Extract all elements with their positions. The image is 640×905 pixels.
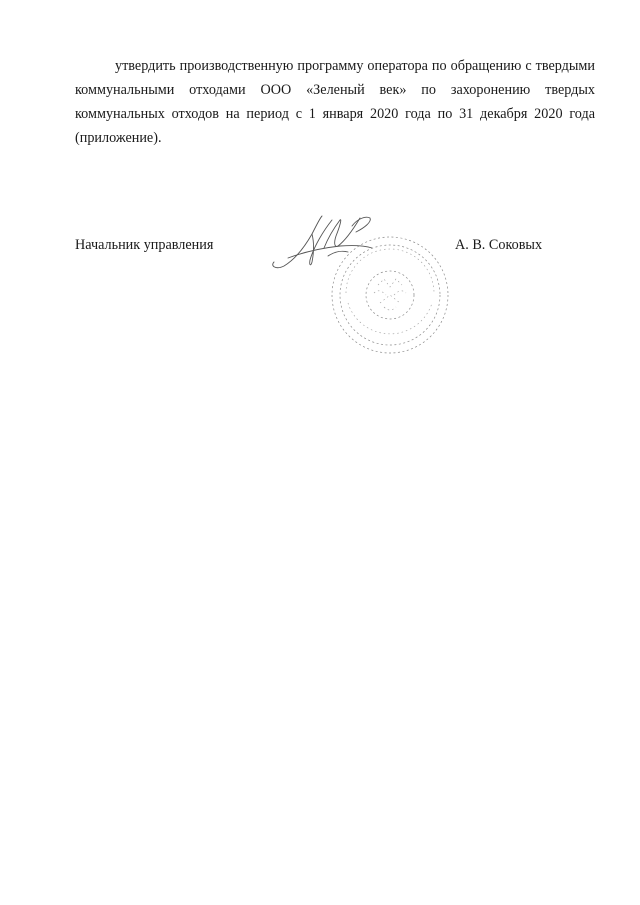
signatory-name: А. В. Соковых <box>455 237 543 253</box>
signatory-position: Начальник управления <box>75 237 214 253</box>
official-stamp <box>326 233 456 358</box>
body-paragraph: утвердить производственную программу оператора по обращению с твердыми коммунальными отходами ООО «Зеленый век» по захоронению твердых коммунальных отходов на период с 1 января 2020 года по 31 декабря 2020 года (приложение). <box>75 58 595 146</box>
